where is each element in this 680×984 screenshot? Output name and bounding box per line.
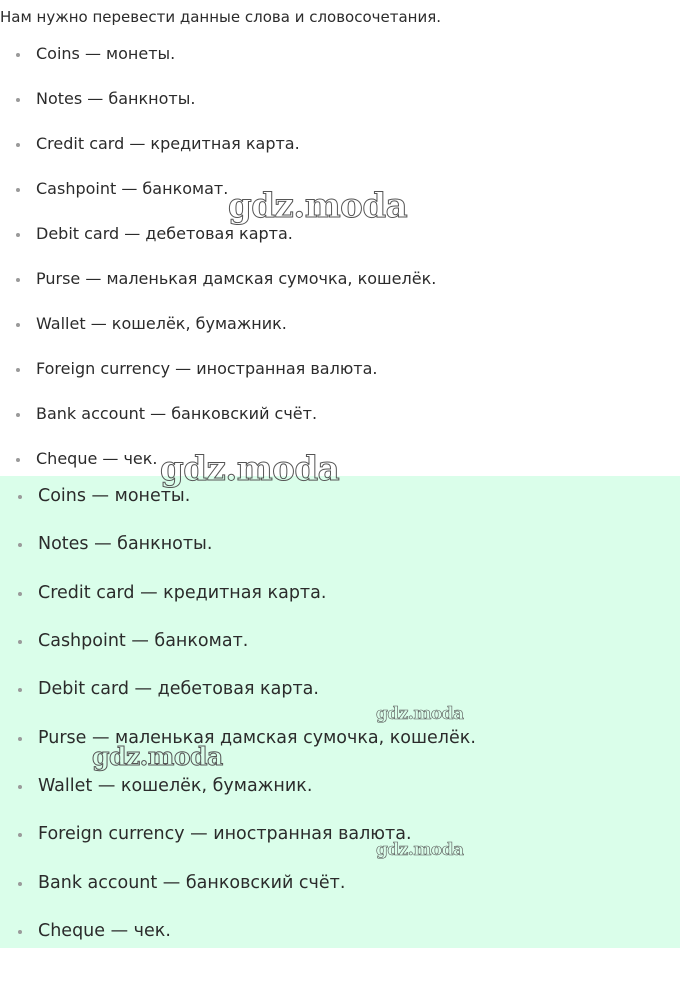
bullet <box>16 143 20 147</box>
list-item-text: Wallet — кошелёк, бумажник. <box>38 776 313 796</box>
watermark-logo: gdz.moda <box>228 186 408 226</box>
list-item-text: Bank account — банковский счёт. <box>36 404 318 423</box>
list-item-text: Bank account — банковский счёт. <box>38 873 346 893</box>
bullet <box>18 688 22 692</box>
bullet <box>16 413 20 417</box>
bullet <box>16 233 20 237</box>
list-item-text: Purse — маленькая дамская сумочка, кошелёк. <box>36 269 437 288</box>
bullet <box>18 495 22 499</box>
bullet <box>18 640 22 644</box>
list-item-text: Foreign currency — иностранная валюта. <box>38 824 412 844</box>
bullet <box>16 98 20 102</box>
list-item-text: Cashpoint — банкомат. <box>36 179 229 198</box>
list-item-text: Credit card — кредитная карта. <box>38 583 327 603</box>
answer-panel <box>0 476 680 948</box>
bullet <box>16 188 20 192</box>
list-item-text: Credit card — кредитная карта. <box>36 134 300 153</box>
bullet <box>18 882 22 886</box>
list-item-text: Notes — банкноты. <box>36 89 196 108</box>
list-item-text: Cheque — чек. <box>38 921 171 941</box>
list-item-text: Debit card — дебетовая карта. <box>36 224 293 243</box>
watermark-logo: gdz.moda <box>92 742 223 771</box>
bullet <box>18 833 22 837</box>
list-item-text: Debit card — дебетовая карта. <box>38 679 319 699</box>
bullet <box>18 737 22 741</box>
list-item-text: Coins — монеты. <box>38 486 191 506</box>
watermark-logo: gdz.moda <box>160 449 340 489</box>
intro-text: Нам нужно перевести данные слова и словосочетания. <box>0 8 442 26</box>
bullet <box>16 368 20 372</box>
bullet <box>16 323 20 327</box>
list-item-text: Notes — банкноты. <box>38 534 213 554</box>
bullet <box>16 278 20 282</box>
list-item-text: Purse — маленькая дамская сумочка, кошелёк. <box>38 728 476 748</box>
list-item-text: Wallet — кошелёк, бумажник. <box>36 314 287 333</box>
bullet <box>16 53 20 57</box>
bullet <box>18 785 22 789</box>
watermark-logo: gdz.moda <box>376 840 464 860</box>
list-item-text: Coins — монеты. <box>36 44 176 63</box>
list-item-text: Cashpoint — банкомат. <box>38 631 249 651</box>
list-item-text: Cheque — чек. <box>36 449 158 468</box>
bullet <box>18 543 22 547</box>
bullet <box>16 458 20 462</box>
bullet <box>18 592 22 596</box>
bullet <box>18 930 22 934</box>
list-item-text: Foreign currency — иностранная валюта. <box>36 359 378 378</box>
watermark-logo: gdz.moda <box>376 704 464 724</box>
